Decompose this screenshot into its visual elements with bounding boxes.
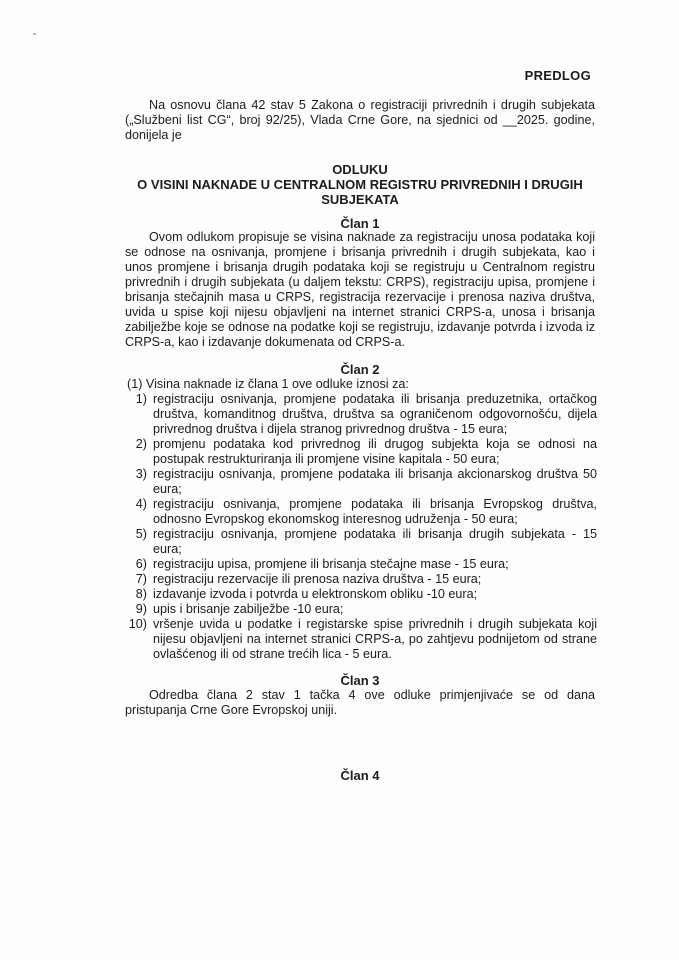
scan-mark: [33, 33, 36, 35]
list-item-number: 4): [135, 497, 147, 511]
list-item-number: 2): [135, 437, 147, 451]
list-item-number: 3): [135, 467, 147, 481]
document-title: ODLUKU: [332, 162, 388, 177]
list-item-number: 5): [135, 527, 147, 541]
document-subtitle-line-2: SUBJEKATA: [321, 192, 399, 207]
list-item-text: registraciju osnivanja, promjene podataka ili brisanja Evropskog društva, odnosno Evropskog ekonomskog interesnog udruženja - 50 eura;: [153, 497, 597, 526]
list-item: [125, 572, 597, 587]
list-item: [125, 467, 597, 497]
article-3-heading: Član 3: [340, 673, 380, 688]
list-item-number: 9): [135, 602, 147, 616]
list-item-text: registraciju osnivanja, promjene podataka ili brisanja akcionarskog društva 50 eura;: [153, 467, 597, 496]
article-1-heading: Član 1: [340, 216, 380, 231]
list-item-text: registraciju osnivanja, promjene podataka ili brisanja preduzetnika, ortačkog društva, komanditnog društva, društva sa ograničenom odgovornošću, dijela privrednog društva i dijela stranog privrednog društva - 15 eura;: [153, 392, 597, 436]
list-item-number: 7): [135, 572, 147, 586]
article-4-heading: Član 4: [340, 768, 380, 783]
list-item: [125, 497, 597, 527]
list-item: [125, 392, 597, 437]
list-item: [125, 602, 597, 617]
list-item: [125, 527, 597, 557]
article-2-heading: Član 2: [340, 362, 380, 377]
list-item-number: 6): [135, 557, 147, 571]
list-item-number: 10): [128, 617, 147, 631]
list-item-text: upis i brisanje zabilježbe -10 eura;: [153, 602, 344, 616]
proposal-stamp: PREDLOG: [524, 68, 591, 83]
article-3-body: [125, 688, 595, 718]
list-item-text: vršenje uvida u podatke i registarske spise privrednih i drugih subjekata koji nijesu objavljeni na internet stranici CRPS-a, po zahtjevu podnijetom od strane ovlašćenog ili od strane trećih lica - 5 eura.: [153, 617, 597, 661]
list-item-text: promjenu podataka kod privrednog ili drugog subjekta koja se odnosi na postupak restrukturiranja ili promjene visine kapitala - 50 eura;: [153, 437, 597, 466]
article-2-list: [125, 377, 597, 662]
list-item: [125, 587, 597, 602]
list-item: [125, 617, 597, 662]
list-item: [125, 557, 597, 572]
intro-text: Na osnovu člana 42 stav 5 Zakona o registraciji privrednih i drugih subjekata („Službeni list CG“, broj 92/25), Vlada Crne Gore, na sjednici od __2025. godine, donijela je: [125, 98, 595, 142]
list-item-text: registraciju rezervacije ili prenosa naziva društva - 15 eura;: [153, 572, 482, 586]
article-3-text: Odredba člana 2 stav 1 tačka 4 ove odluke primjenjivaće se od dana pristupanja Crne Gore Evropskoj uniji.: [125, 688, 595, 717]
intro-paragraph: [125, 98, 595, 143]
list-item-text: registraciju upisa, promjene ili brisanja stečajne mase - 15 eura;: [153, 557, 509, 571]
article-1-text: Ovom odlukom propisuje se visina naknade za registraciju unosa podataka koji se odnose na osnivanja, promjene i brisanja privrednih i drugih subjekata, kao i unos promjene i brisanja drugih podataka koji se registruju u Centralnom registru privrednih i drugih subjekata (u daljem tekstu: CRPS), registraciju upisa, promjene i brisanja stečajnih masa u CRPS, registracija rezervacije i prenosa naziva društva, uvida u spise koji nijesu objavljeni na internet stranici CRPS-a, unosa i brisanja zabilježbe koje se odnose na podatke koji se registruju, izdavanje potvrda i izvoda iz CRPS-a, kao i izdavanje dokumenata od CRPS-a.: [125, 230, 595, 349]
document-subtitle-line-1: O VISINI NAKNADE U CENTRALNOM REGISTRU PRIVREDNIH I DRUGIH: [137, 177, 583, 192]
article-1-body: [125, 230, 595, 350]
list-item: [125, 437, 597, 467]
list-item-text: izdavanje izvoda i potvrda u elektronskom obliku -10 eura;: [153, 587, 478, 601]
list-item-number: 8): [135, 587, 147, 601]
article-2-lead: (1) Visina naknade iz člana 1 ove odluke iznosi za:: [127, 377, 409, 391]
list-item-text: registraciju osnivanja, promjene podataka ili brisanja drugih subjekata - 15 eura;: [153, 527, 597, 556]
list-item-number: 1): [135, 392, 147, 406]
